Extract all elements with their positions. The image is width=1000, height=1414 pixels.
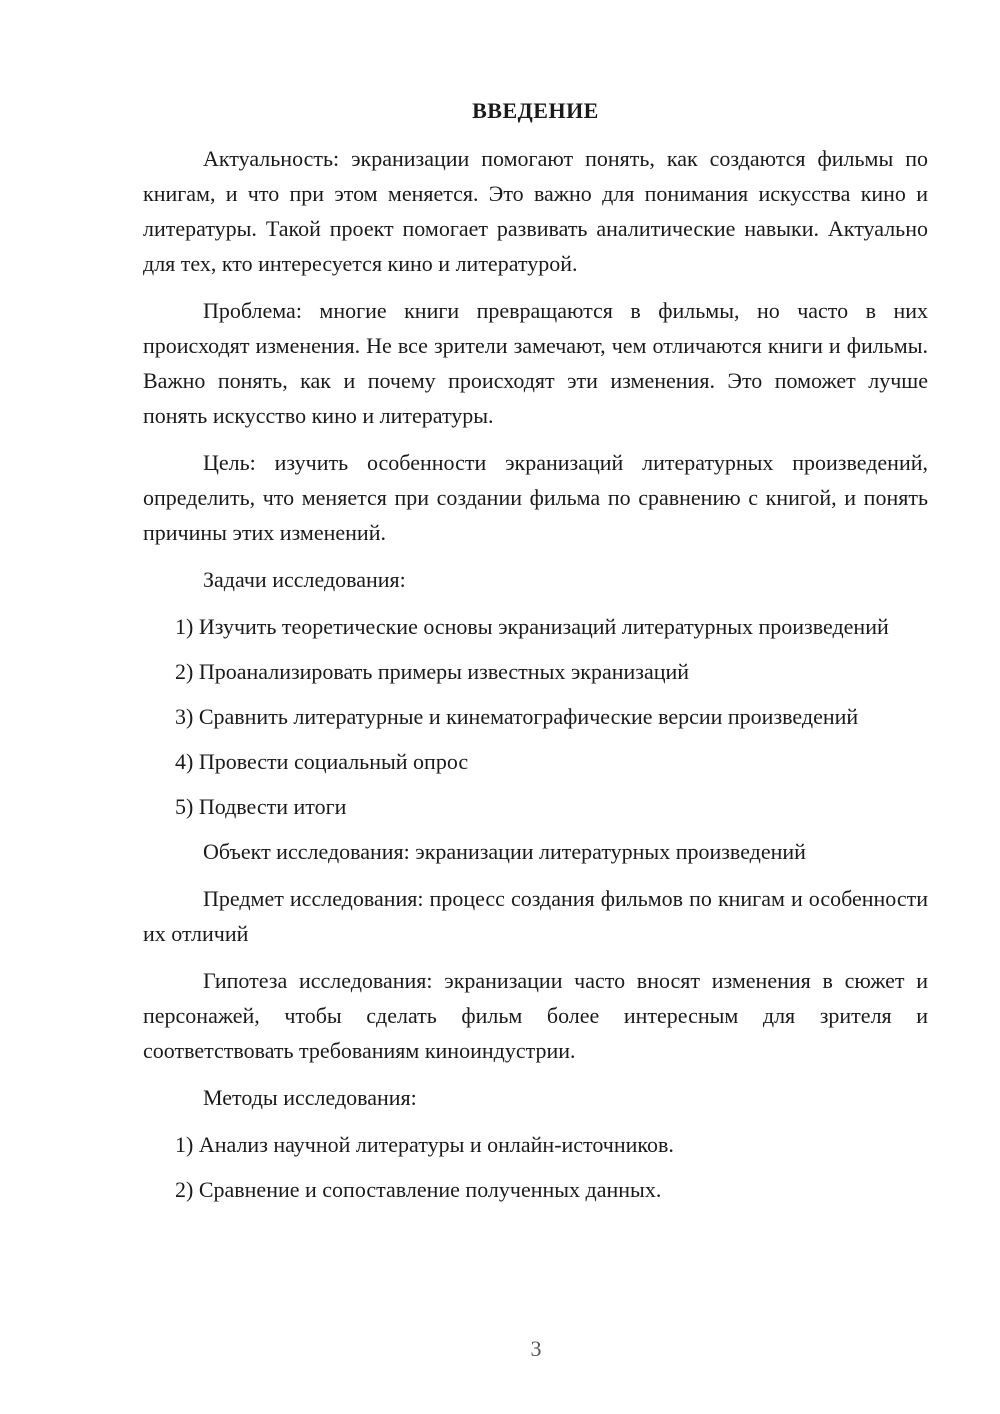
problem-paragraph: Проблема: многие книги превращаются в фильмы, но часто в них происходят изменения. Не все зрители замечают, чем отличаются книги и фильмы. Важно понять, как и почему происходят эти изменения. Это поможет лучше понять искусство кино и литературы.	[143, 298, 928, 428]
page-content	[143, 96, 928, 1217]
relevance-paragraph: Актуальность: экранизации помогают понять, как создаются фильмы по книгам, и что при этом меняется. Это важно для понимания искусства кино и литературы. Такой проект помогает развивать аналитические навыки. Актуально для тех, кто интересуется кино и литературой.	[143, 146, 928, 276]
task-item-5: 5) Подвести итоги	[175, 794, 347, 819]
task-item-3: 3) Сравнить литературные и кинематографические версии произведений	[175, 704, 859, 729]
subject-paragraph: Предмет исследования: процесс создания фильмов по книгам и особенности их отличий	[143, 886, 928, 946]
tasks-heading: Задачи исследования:	[203, 567, 406, 592]
method-item-2: 2) Сравнение и сопоставление полученных данных.	[175, 1177, 662, 1202]
goal-paragraph: Цель: изучить особенности экранизаций литературных произведений, определить, что меняется при создании фильма по сравнению с книгой, и понять причины этих изменений.	[143, 450, 928, 545]
object-paragraph: Объект исследования: экранизации литературных произведений	[203, 839, 806, 864]
page-number: 3	[530, 1336, 542, 1361]
hypothesis-paragraph: Гипотеза исследования: экранизации часто вносят изменения в сюжет и персонажей, чтобы сделать фильм более интересным для зрителя и соответствовать требованиям киноиндустрии.	[143, 968, 928, 1063]
section-title: ВВЕДЕНИЕ	[472, 98, 599, 123]
methods-heading: Методы исследования:	[203, 1085, 417, 1110]
task-item-1: 1) Изучить теоретические основы экранизаций литературных произведений	[175, 614, 889, 639]
method-item-1: 1) Анализ научной литературы и онлайн-источников.	[175, 1132, 674, 1157]
task-item-2: 2) Проанализировать примеры известных экранизаций	[175, 659, 690, 684]
task-item-4: 4) Провести социальный опрос	[175, 749, 469, 774]
